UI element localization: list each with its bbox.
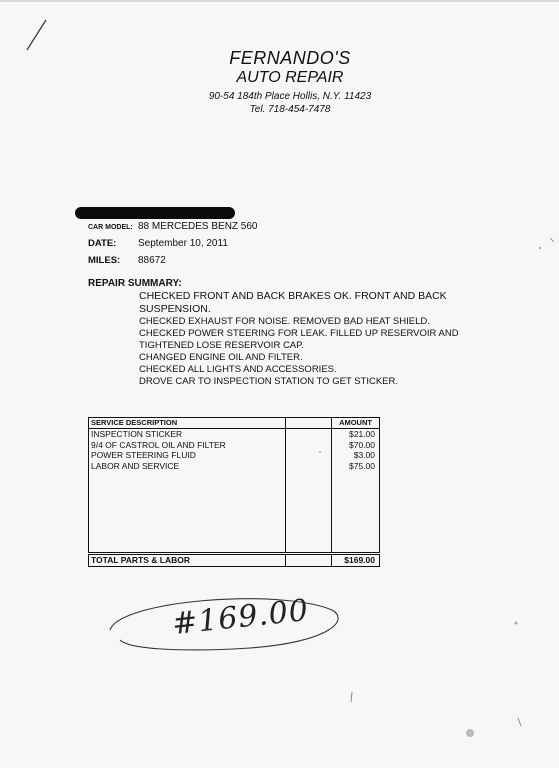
summary-line: TIGHTENED LOSE RESERVOIR CAP.: [139, 340, 304, 351]
item-amount: $75.00: [349, 460, 375, 471]
amount-header: AMOUNT: [332, 418, 380, 429]
shop-telephone: Tel. 718-454-7478: [249, 104, 331, 115]
summary-line: CHECKED EXHAUST FOR NOISE. REMOVED BAD HEAT SHIELD.: [139, 316, 430, 327]
total-label: TOTAL PARTS & LABOR: [89, 553, 286, 566]
shop-subtitle: AUTO REPAIR: [236, 69, 344, 86]
date-label: DATE:: [88, 238, 117, 249]
item-description: POWER STEERING FLUID: [91, 450, 196, 461]
summary-line: CHECKED ALL LIGHTS AND ACCESSORIES.: [139, 364, 337, 375]
miles-label: MILES:: [88, 255, 121, 266]
item-description: LABOR AND SERVICE: [91, 460, 180, 471]
item-amount: $21.00: [349, 429, 375, 440]
date-value: September 10, 2011: [138, 238, 228, 249]
total-amount: $169.00: [332, 553, 380, 566]
item-amount: $70.00: [349, 439, 375, 450]
shop-address: 90-54 184th Place Hollis, N.Y. 11423: [208, 91, 372, 102]
summary-line: CHECKED FRONT AND BACK BRAKES OK. FRONT AND BACK: [139, 290, 447, 302]
shop-name: FERNANDO'S: [229, 48, 351, 68]
car-model-value: 88 MERCEDES BENZ 560: [138, 221, 258, 232]
item-description: 9/4 OF CASTROL OIL AND FILTER: [91, 439, 226, 450]
service-description-header: SERVICE DESCRIPTION: [89, 418, 286, 429]
summary-line: CHECKED POWER STEERING FOR LEAK. FILLED UP RESERVOIR AND: [139, 328, 459, 339]
item-description: INSPECTION STICKER: [91, 429, 183, 440]
summary-line: DROVE CAR TO INSPECTION STATION TO GET STICKER.: [139, 376, 399, 387]
repair-summary-title: REPAIR SUMMARY:: [88, 278, 182, 289]
handwritten-total: #169.00: [170, 592, 311, 643]
summary-line: SUSPENSION.: [139, 303, 211, 315]
summary-line: CHANGED ENGINE OIL AND FILTER.: [139, 352, 303, 363]
car-model-label: CAR MODEL:: [88, 224, 133, 231]
item-amount: $3.00: [353, 450, 375, 461]
miles-value: 88672: [138, 255, 166, 266]
